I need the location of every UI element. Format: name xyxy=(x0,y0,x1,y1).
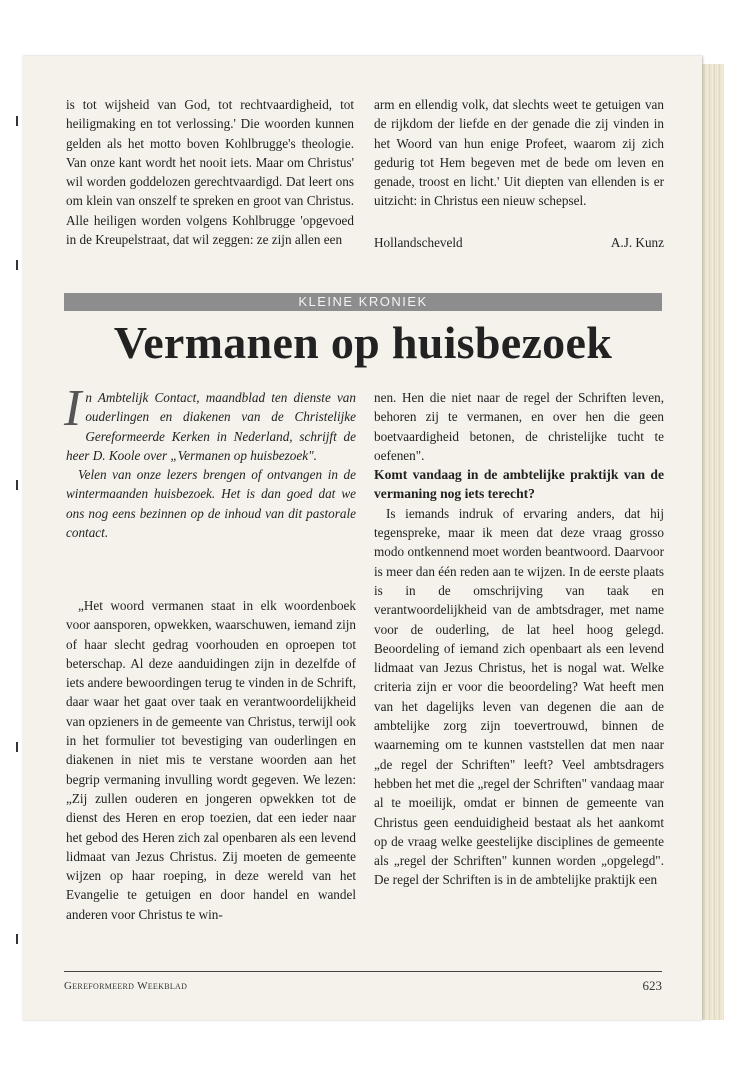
binding-marks xyxy=(16,0,18,1000)
page-number: 623 xyxy=(642,978,662,993)
article-intro xyxy=(64,380,356,542)
drop-cap: I xyxy=(64,380,82,437)
body-text-right-1: nen. Hen die niet naar de regel der Schriften leven, behoren zij te vermanen, en over hen die geen boetvaardigheid betonen, de christelijke tucht te oefenen". xyxy=(374,390,664,463)
previous-article-column-left xyxy=(66,95,354,249)
footer-rule xyxy=(64,971,662,972)
section-banner: KLEINE KRONIEK xyxy=(64,293,662,311)
article-subheading: Komt vandaag in de ambtelijke praktijk van de vermaning nog iets terecht? xyxy=(374,467,664,502)
article-headline: Vermanen op huisbezoek xyxy=(113,317,613,368)
intro-text-1: n Ambtelijk Contact, maandblad ten dienste van ouderlingen en diakenen van de Christelijke Gereformeerde Kerken in Nederland, schrijft de heer D. Koole over „Vermanen op huisbezoek". xyxy=(66,390,356,463)
previous-article-text-left: is tot wijsheid van God, tot rechtvaardigheid, tot heiligmaking en tot verlossing.' Die woorden kunnen gelden als het motto boven Kohlbrugge's theologie. Van onze kant wordt het nooit iets. Maar om Christus' wil worden goddelozen gerechtvaardigd. Dat leert ons om klein van onszelf te spreken en groot van Christus. Alle heiligen worden volgens Kohlbrugge 'opgevoed in de Kreupelstraat, dat wil zeggen: ze zijn allen een xyxy=(66,97,354,248)
intro-paragraph-2: Velen van onze lezers brengen of ontvangen in de wintermaanden huisbezoek. Het is dan goed dat we ons nog eens bezinnen op de inhoud van dit pastorale contact. xyxy=(66,467,356,541)
body-text-left: „Het woord vermanen staat in elk woordenboek voor aansporen, opwekken, waarschuwen, iemand zijn of haar slecht gedrag voorhouden en oproepen tot beterschap. Al deze aanduidingen zijn in dezelfde of iets andere bewoordingen terug te vinden in de Schrift, daar waar het gaat over taak en verantwoordelijkheid van opzieners in de gemeente van Christus, terwijl ook in het formulier tot bevestiging van ouderlingen en diakenen in niet mis te verstane woorden aan het begrip vermaning invulling wordt gegeven. We lezen: „Zij zullen ouderen en jongeren opwekken tot de dienst des Heren en erop toezien, dat een ieder naar het gebod des Heren zich zal openbaren als een levend lidmaat van Jezus Christus. Zij moeten de gemeente wijzen op haar roeping, in deze wereld van het Evangelie te getuigen en door handel en wandel anderen voor Christus te win- xyxy=(66,598,356,922)
publication-name: Gereformeerd Weekblad xyxy=(64,980,188,992)
article-body-left xyxy=(66,596,356,924)
intro-paragraph-1 xyxy=(64,380,356,465)
signature-name: A.J. Kunz xyxy=(610,234,664,250)
previous-article-column-right xyxy=(374,95,664,252)
signature-place: Hollandscheveld xyxy=(374,234,463,250)
signature-line xyxy=(374,233,664,252)
article-body-right xyxy=(374,388,664,890)
body-text-right-2: Is iemands indruk of ervaring anders, dat hij tegenspreke, maar ik meen dat deze vraag grosso modo ontkennend moet worden beantwoord. Daarvoor is meer dan één reden aan te wijzen. In de eerste plaats is in de omschrijving van taak en verantwoordelijkheid van de ambtsdrager, met name voor de ouderling, de lat heel hoog gelegd. Beoordeling of iemand zich openbaart als een levend lidmaat van Jezus Christus, het is nogal wat. Welke criteria zijn er voor die beoordeling? Wat heeft men van het dagelijks leven van degenen die aan de ambtelijke zorg zijn toevertrouwd, binnen de waarneming om te kunnen vaststellen dat men naar „de regel der Schriften" leeft? Veel ambtsdragers hebben het met die „regel der Schriften" vandaag maar al te moeilijk, omdat er binnen de gemeente van Christus geen eenduidigheid bestaat als het aankomt op de vraag welke geestelijke disciplines de gemeente als „regel der Schriften" kunnen worden „opgelegd". De regel der Schriften is in de ambtelijke praktijk een xyxy=(374,505,664,888)
previous-article-text-right: arm en ellendig volk, dat slechts weet te getuigen van de rijkdom der liefde en der genade die zij vinden in het Woord van hun enige Profeet, waarom zij zich gedurig tot Hem begeven met de bede om leven en genade, troost en licht.' Uit diepten van ellenden is er uitzicht: in Christus een nieuw schepsel. xyxy=(374,97,664,209)
